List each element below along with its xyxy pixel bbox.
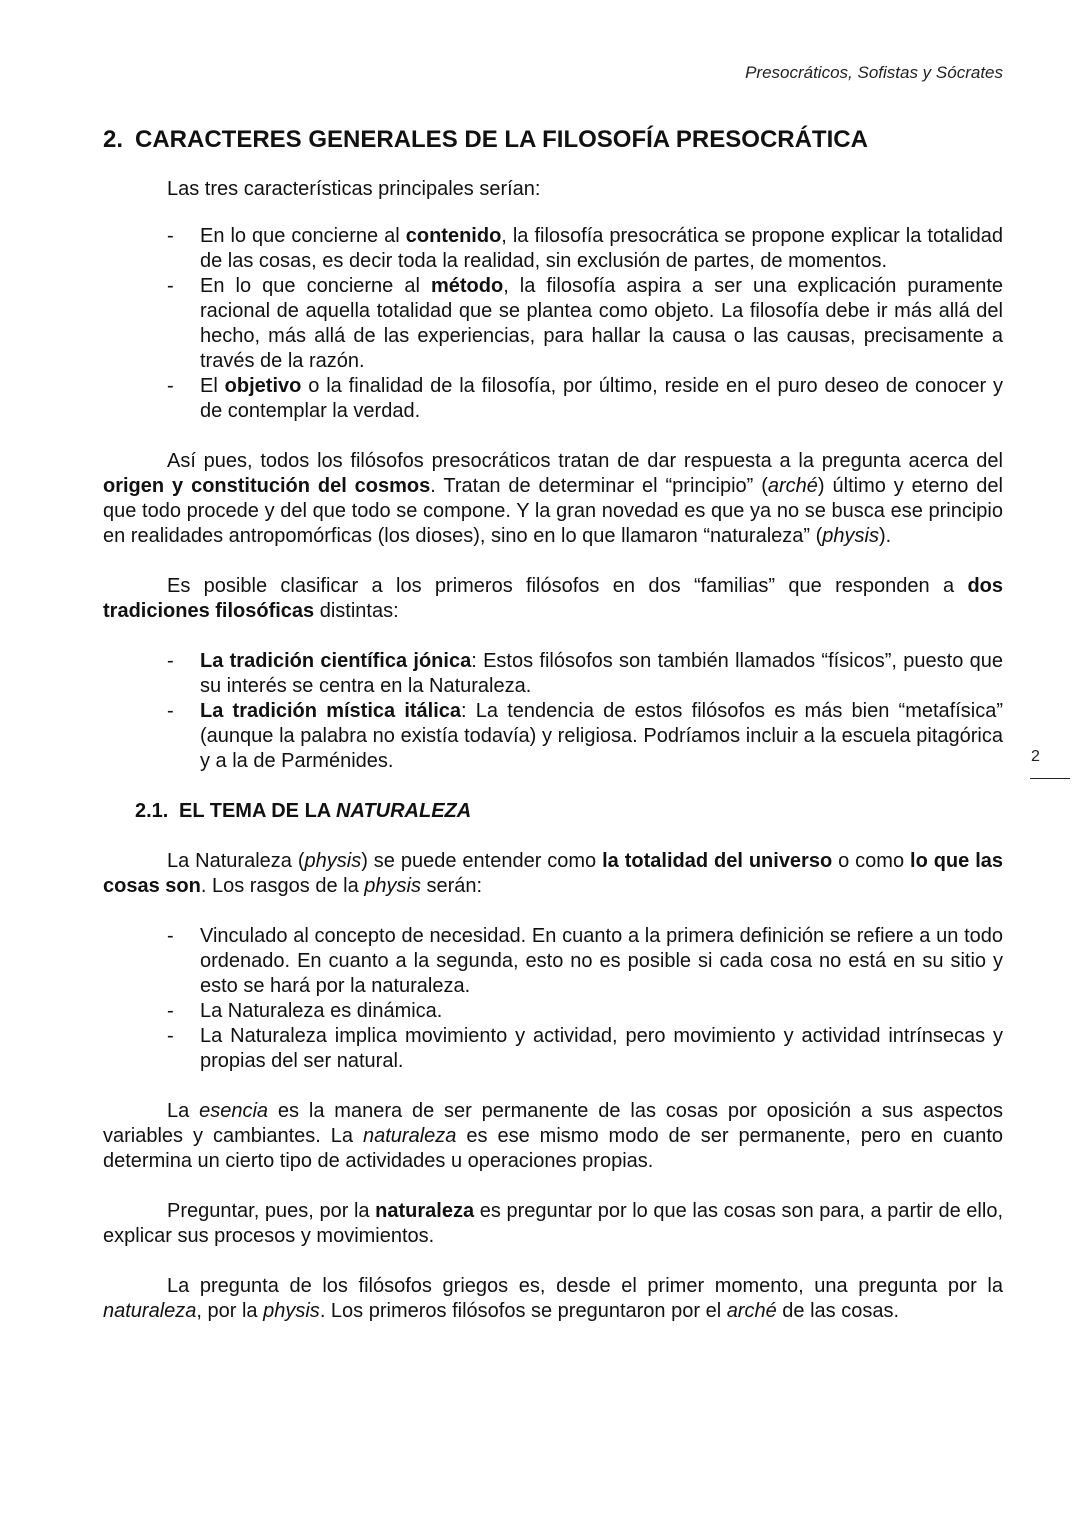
list-item [200,699,1003,774]
running-header: Presocráticos, Sofistas y Sócrates [745,63,1003,82]
section-title: CARACTERES GENERALES DE LA FILOSOFÍA PRESOCRÁTICA [135,126,868,153]
text-run: serán: [420,875,483,897]
bold-run: la totalidad del universo [602,850,833,872]
paragraph-origin [103,449,1003,549]
text-run: es la manera de ser permanente de las cosas por oposición a sus aspectos variables y cambiantes. La [103,1100,1003,1147]
document-body [103,125,1003,1324]
item-text: El [200,375,225,397]
italic-run: esencia [199,1100,269,1122]
text-run: La [167,1100,200,1122]
list-item: - La Naturaleza es dinámica. [200,999,1003,1024]
item-keyword: contenido [405,225,502,247]
text-run: . Los rasgos de la [200,875,365,897]
list-item [200,374,1003,424]
list-item [200,274,1003,374]
item-text: , la filosofía aspira a ser una explicación puramente racional de aquella totalidad que se plantea como objeto. La filosofía debe ir más allá del hecho, más allá de las experiencias, para hallar la causa o las causas, precisamente a través de la razón. [200,275,1003,372]
item-text: o la finalidad de la filosofía, por último, reside en el puro deseo de conocer y de contemplar la verdad. [200,375,1003,422]
item-keyword: La tradición científica jónica [200,650,472,672]
bold-run: lo que las cosas son [103,850,1004,897]
text-run: es preguntar por lo que las cosas son para, a partir de ello, explicar sus procesos y movimientos. [103,1200,1003,1247]
bold-run: naturaleza [375,1200,475,1222]
text-run: ) último y eterno del que todo procede y del que todo se compone. Y la gran novedad es que ya no se busca ese principio en realidades antropomórficas (los dioses), sino en lo que llamaron “naturaleza” ( [103,475,1003,547]
italic-run: arché [767,475,818,497]
text-run: es ese mismo modo de ser permanente, pero en cuanto determina un cierto tipo de actividades u operaciones propias. [103,1125,1004,1172]
italic-run: naturaleza [363,1125,457,1147]
subsection-title-italic: NATURALEZA [336,800,472,822]
paragraph-essence [103,1099,1003,1174]
bold-run: origen y constitución del cosmos [103,475,431,497]
italic-run: naturaleza [103,1300,197,1322]
paragraph-ask [103,1199,1003,1249]
paragraph-traditions [103,574,1003,624]
item-text: : La tendencia de estos filósofos es más bien “metafísica” (aunque la palabra no existía todavía) y religiosa. Podríamos incluir a la escuela pitagórica y a la de Parménides. [200,700,1003,772]
characteristics-list [103,224,1003,424]
bold-run: dos tradiciones filosóficas [103,575,1003,622]
text-run: , por la [196,1300,264,1322]
page-number-rule [1030,778,1070,779]
item-text: En lo que concierne al [200,225,406,247]
text-run: Así pues, todos los filósofos presocráticos tratan de dar respuesta a la pregunta acerca del [167,450,1003,472]
text-run: Es posible clasificar a los primeros filósofos en dos “familias” que responden a [167,575,968,597]
list-item: - La Naturaleza implica movimiento y actividad, pero movimiento y actividad intrínsecas y propias del ser natural. [200,1024,1003,1074]
item-text: En lo que concierne al [200,275,431,297]
italic-run: physis [822,525,879,547]
italic-run: arché [726,1300,777,1322]
item-keyword: objetivo [224,375,302,397]
list-item [200,224,1003,274]
subsection-number: 2.1. [135,800,169,822]
item-text: : Estos filósofos son también llamados “físicos”, puesto que su interés se centra en la Naturaleza. [200,650,1003,697]
list-item: - Vinculado al concepto de necesidad. En cuanto a la primera definición se refiere a un todo ordenado. En cuanto a la segunda, esto no es posible si cada cosa no está en su sitio y esto se hará por la naturaleza. [200,924,1003,999]
traits-list [103,924,1003,1074]
section-heading [103,125,1003,155]
text-run: . Tratan de determinar el “principio” ( [430,475,768,497]
subsection-heading [135,799,1003,824]
text-run: . Los primeros filósofos se preguntaron por el [319,1300,727,1322]
paragraph-greeks [103,1274,1003,1324]
traditions-list [103,649,1003,774]
text-run: o como [832,850,911,872]
text-run: La Naturaleza ( [167,850,305,872]
subsection-title: EL TEMA DE LA [179,800,337,822]
item-keyword: método [430,275,504,297]
text-run: ) se puede entender como [361,850,603,872]
italic-run: physis [304,850,362,872]
text-run: Preguntar, pues, por la [167,1200,376,1222]
item-keyword: La tradición mística itálica [200,700,462,722]
text-run: ). [878,525,892,547]
italic-run: physis [263,1300,320,1322]
italic-run: physis [364,875,421,897]
intro-line: Las tres características principales serían: [167,178,541,200]
text-run: La pregunta de los filósofos griegos es, desde el primer momento, una pregunta por la [167,1275,1003,1297]
list-item [200,649,1003,699]
text-run: distintas: [314,600,399,622]
section-number: 2. [103,126,124,153]
item-text: , la filosofía presocrática se propone explicar la totalidad de las cosas, es decir toda la realidad, sin exclusión de partes, de momentos. [200,225,1003,272]
paragraph-nature [103,849,1003,899]
text-run: de las cosas. [776,1300,900,1322]
page-number: 2 [1031,748,1040,765]
